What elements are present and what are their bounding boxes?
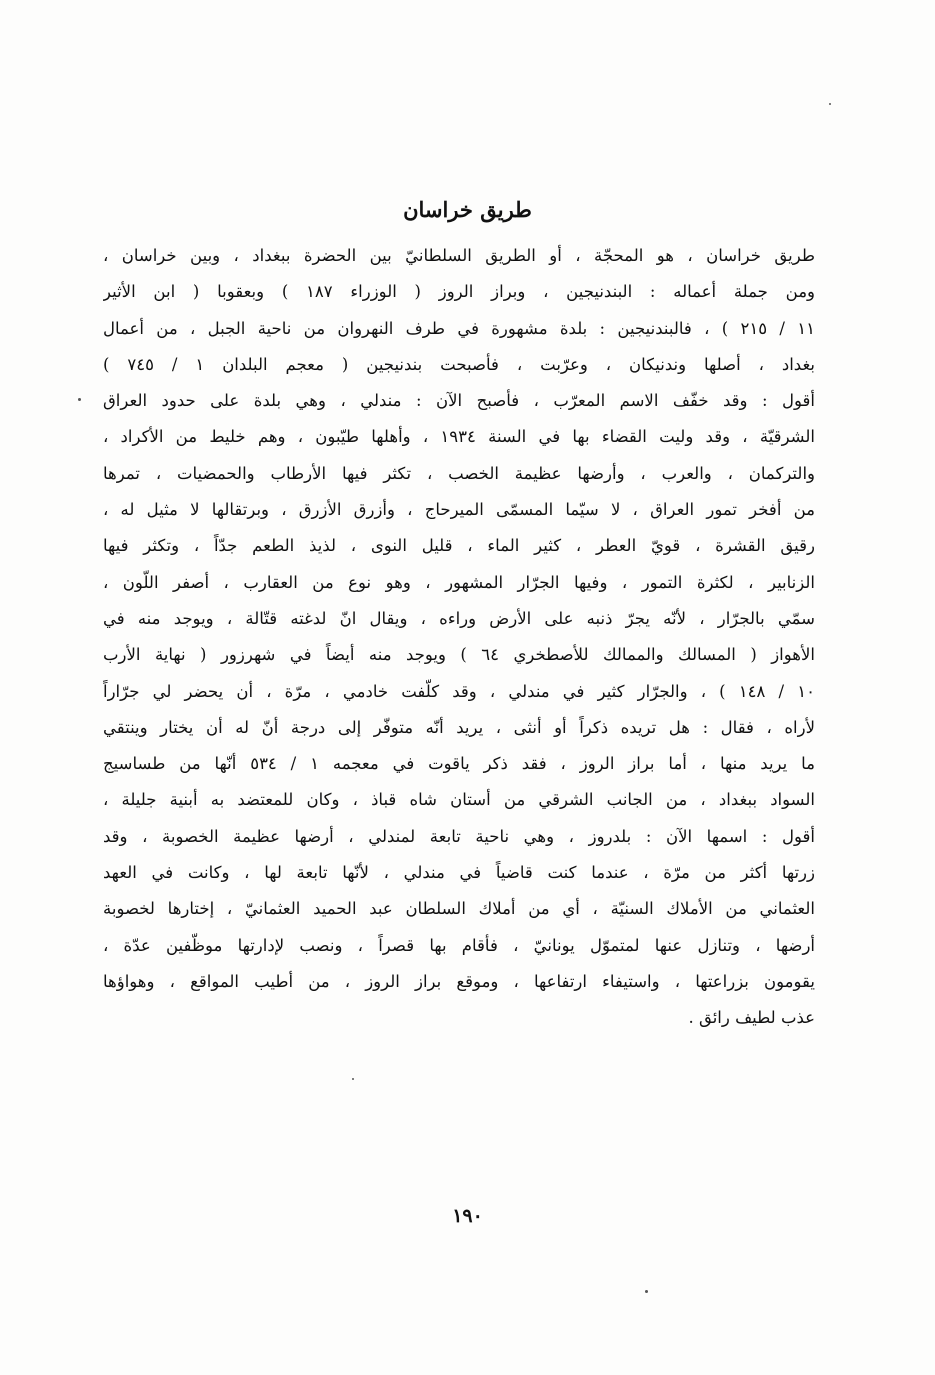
text-line: أقول : اسمها الآن : بلدروز ، وهي ناحية تابعة لمندلي ، أرضها عظيمة الخصوبة ، وقد	[103, 826, 815, 846]
text-line: زرتها أكثر من مرّة ، عندما كنت قاضياً في مندلي ، لأنّها تابعة لها ، وكانت في العهد	[103, 863, 815, 883]
scan-speck	[645, 1290, 648, 1293]
text-line: رقيق القشرة ، قويّ العطر ، كثير الماء ، قليل النوى ، لذيذ الطعم جدّاً ، وتكثر فيها	[103, 536, 815, 556]
text-line: أرضها ، وتنازل عنها لمتموّل يونانيّ ، فأقام بها قصراً ، ونصب لإدارتها موظّفين عدّة ،	[103, 935, 815, 955]
text-line: العثماني من الأملاك السنيّة ، أي من أملاك السلطان عبد الحميد العثمانيّ ، إختارها لخصوبة	[103, 899, 815, 919]
body-text	[103, 238, 815, 1037]
text-line: الزنابير ، لكثرة التمور ، وفيها الجرّار المشهور ، وهو نوع من العقارب ، أصفر اللّون ،	[103, 572, 815, 592]
text-line: لأراه ، فقال : هل تريده ذكراً أو أنثى ، يريد أنّه متوفّر إلى درجة أنّ له أن يختار وينتقي	[103, 717, 815, 737]
text-line: طريق خراسان ، هو المحجّة ، أو الطريق السلطانيّ بين الحضرة ببغداد ، وبين خراسان ،	[103, 246, 815, 265]
text-line: الأهواز ( المسالك والممالك للأصطخري ٦٤ ) ويوجد منه أيضاً في شهرزور ( نهاية الأرب	[103, 645, 815, 665]
text-line: ١٠ / ١٤٨ ) ، والجرّار كثير في مندلي ، وقد كلّفت خادمي ، مرّة ، أن يحضر لي جرّاراً	[103, 681, 815, 701]
text-line: يقومون بزراعتها ، واستيفاء ارتفاعها ، وموقع براز الروز ، من أطيب المواقع ، وهواؤها	[103, 971, 815, 991]
text-line: سمّي بالجرّار ، لأنّه يجرّ ذنبه على الأرض وراءه ، ويقال انّ لدغته قتّالة ، ويوجد منه في	[103, 608, 815, 628]
text-line: ١١ / ٢١٥ ) ، فالبندنيجين : بلدة مشهورة في طرف النهروان من ناحية الجبل ، من أعمال	[103, 318, 815, 338]
text-line: السواد ببغداد ، من الجانب الشرقي من أستان شاه قباذ ، وكان للمعتضد به أبنية جليلة ،	[103, 790, 815, 810]
text-line: بغداد ، أصلها وندنيكان ، وعرّبت ، فأصبحت بندنيجين ( معجم البلدان ١ / ٧٤٥ )	[103, 354, 815, 374]
text-line: من أفخر تمور العراق ، لا سيّما المسمّى الميرحاج ، وأزرق الأزرق ، وبرتقالها لا مثيل له ،	[103, 500, 815, 520]
section-heading: طريق خراسان	[403, 197, 532, 222]
text-line: ومن جملة أعماله : البندنيجين ، وبراز الروز ( الوزراء ١٨٧ ) وبعقوبا ( ابن الأثير	[103, 282, 815, 302]
text-line: والتركمان ، والعرب ، وأرضها عظيمة الخصب ، تكثر فيها الأرطاب والحمضيات ، تمرها	[103, 463, 815, 483]
scan-speck	[352, 1078, 354, 1080]
text-line: عذب لطيف رائق .	[688, 1008, 815, 1028]
text-line: ما يريد منها ، أما براز الروز ، فقد ذكر ياقوت في معجمه ١ / ٥٣٤ أنّها من طساسيج	[103, 754, 815, 774]
text-line: أقول : وقد خفّف الاسم المعرّب ، فأصبح الآن : مندلي ، وهي بلدة على حدود العراق	[103, 391, 815, 411]
scan-speck	[78, 398, 81, 401]
scan-speck	[829, 103, 831, 105]
text-line: الشرقيّة ، وقد وليت القضاء بها في السنة ١٩٣٤ ، وأهلها طيّبون ، وهم خليط من الأكراد ،	[103, 427, 815, 447]
page-number: ١٩٠	[452, 1205, 483, 1227]
